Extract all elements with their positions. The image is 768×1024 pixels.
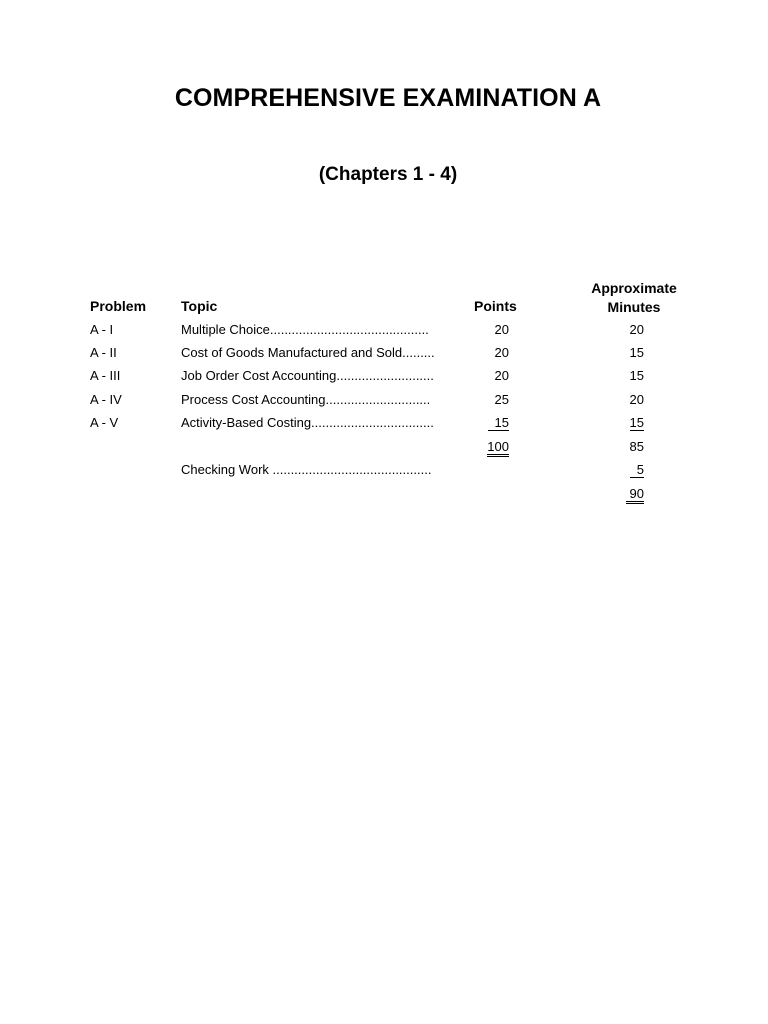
page-subtitle: (Chapters 1 - 4) bbox=[318, 164, 458, 185]
row-minutes bbox=[604, 413, 644, 433]
checking-minutes bbox=[604, 460, 644, 480]
subtotal-row bbox=[0, 437, 768, 460]
row-topic: Multiple Choice............................................ bbox=[181, 322, 429, 337]
header-topic: Topic bbox=[181, 298, 218, 314]
page-title: COMPREHENSIVE EXAMINATION A bbox=[174, 84, 602, 112]
row-problem: A - II bbox=[90, 345, 117, 360]
table-row bbox=[0, 413, 768, 436]
row-topic: Process Cost Accounting............................. bbox=[181, 392, 431, 407]
subtotal-points-double-underlined: 100 bbox=[487, 439, 509, 457]
row-points-underlined: 15 bbox=[488, 415, 509, 431]
row-problem: A - III bbox=[90, 368, 121, 383]
header-minutes-line1: Approximate bbox=[591, 280, 677, 296]
subtotal-minutes: 85 bbox=[629, 439, 644, 454]
total-minutes-double-underlined: 90 bbox=[626, 486, 644, 504]
row-minutes: 15 bbox=[629, 345, 644, 360]
subtotal-points bbox=[468, 437, 509, 457]
checking-row bbox=[0, 460, 768, 483]
row-minutes: 15 bbox=[629, 368, 644, 383]
checking-minutes-underlined: 5 bbox=[630, 462, 644, 478]
table-row bbox=[0, 343, 768, 366]
header-problem: Problem bbox=[90, 298, 147, 314]
row-points: 20 bbox=[494, 368, 509, 383]
table-row bbox=[0, 366, 768, 389]
row-problem: A - V bbox=[90, 415, 119, 430]
row-topic: Cost of Goods Manufactured and Sold......... bbox=[181, 345, 435, 360]
checking-topic: Checking Work ............................................ bbox=[181, 462, 432, 477]
row-problem: A - IV bbox=[90, 392, 122, 407]
row-points: 20 bbox=[494, 322, 509, 337]
header-points: Points bbox=[474, 298, 517, 314]
total-minutes bbox=[604, 484, 644, 504]
row-points: 25 bbox=[494, 392, 509, 407]
row-topic: Activity-Based Costing.................................. bbox=[181, 415, 434, 430]
row-minutes: 20 bbox=[629, 392, 644, 407]
table-row bbox=[0, 390, 768, 413]
table-row bbox=[0, 320, 768, 343]
total-row bbox=[0, 484, 768, 507]
row-points bbox=[468, 413, 509, 433]
header-minutes-line2: Minutes bbox=[607, 299, 661, 315]
row-points: 20 bbox=[494, 345, 509, 360]
header-minutes bbox=[576, 279, 692, 317]
row-minutes: 20 bbox=[629, 322, 644, 337]
row-topic: Job Order Cost Accounting........................... bbox=[181, 368, 434, 383]
row-problem: A - I bbox=[90, 322, 114, 337]
row-minutes-underlined: 15 bbox=[629, 415, 644, 430]
